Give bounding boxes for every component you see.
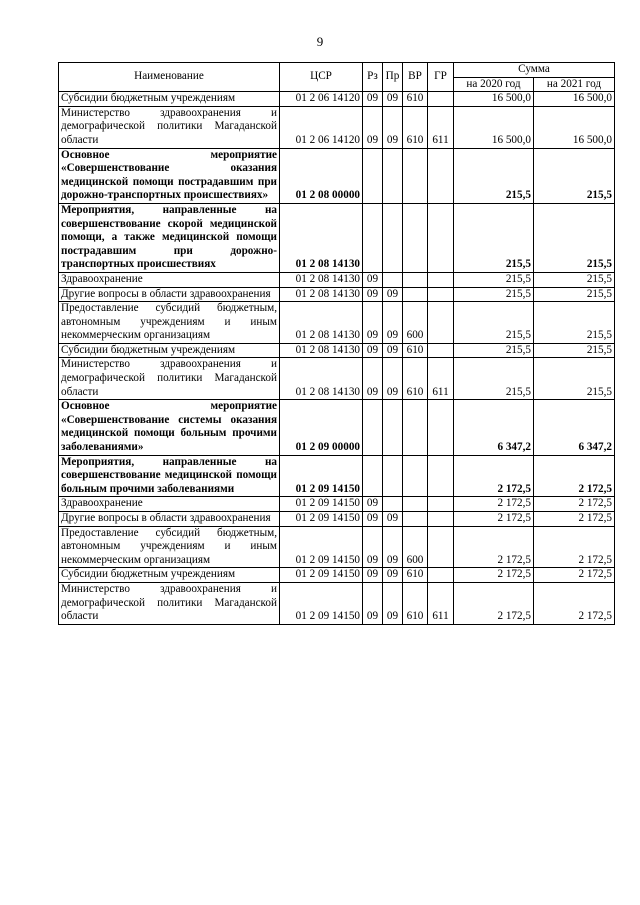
row-csr: 01 2 08 14130	[280, 358, 363, 400]
header-sum: Сумма	[454, 63, 615, 78]
row-csr: 01 2 06 14120	[280, 92, 363, 107]
row-sum-2020: 16 500,0	[454, 92, 534, 107]
row-sum-2020: 215,5	[454, 358, 534, 400]
row-name: Другие вопросы в области здравоохранения	[59, 287, 280, 302]
row-pr: 09	[383, 568, 403, 583]
row-vr	[403, 455, 428, 497]
row-sum-2020: 2 172,5	[454, 512, 534, 527]
row-name: Предоставление субсидий бюджетным, автономным учреждениям и иным некоммерческим организациям	[59, 526, 280, 568]
row-name: Министерство здравоохранения и демографической политики Магаданской области	[59, 106, 280, 148]
row-name: Основное мероприятие «Совершенствование системы оказания медицинской помощи больным прочими заболеваниями»	[59, 400, 280, 455]
row-vr	[403, 287, 428, 302]
row-sum-2021: 215,5	[534, 272, 615, 287]
row-sum-2020: 2 172,5	[454, 568, 534, 583]
row-csr: 01 2 09 14150	[280, 582, 363, 624]
table-row	[59, 400, 615, 455]
row-sum-2021: 6 347,2	[534, 400, 615, 455]
row-sum-2020: 6 347,2	[454, 400, 534, 455]
row-rz: 09	[363, 512, 383, 527]
row-rz: 09	[363, 302, 383, 344]
row-sum-2020: 2 172,5	[454, 582, 534, 624]
table-row	[59, 497, 615, 512]
row-rz: 09	[363, 358, 383, 400]
row-sum-2020: 215,5	[454, 302, 534, 344]
row-rz: 09	[363, 287, 383, 302]
header-year-2020: на 2020 год	[454, 77, 534, 92]
table-row	[59, 203, 615, 272]
header-name: Наименование	[59, 63, 280, 92]
row-gr	[428, 92, 454, 107]
row-csr: 01 2 08 14130	[280, 343, 363, 358]
row-gr	[428, 455, 454, 497]
row-sum-2021: 2 172,5	[534, 568, 615, 583]
header-csr: ЦСР	[280, 63, 363, 92]
row-gr	[428, 497, 454, 512]
row-gr	[428, 203, 454, 272]
row-csr: 01 2 06 14120	[280, 106, 363, 148]
row-sum-2020: 2 172,5	[454, 455, 534, 497]
row-csr: 01 2 09 14150	[280, 526, 363, 568]
row-sum-2021: 215,5	[534, 358, 615, 400]
row-vr: 610	[403, 568, 428, 583]
row-csr: 01 2 08 14130	[280, 302, 363, 344]
table-row	[59, 272, 615, 287]
row-pr	[383, 400, 403, 455]
row-vr: 600	[403, 526, 428, 568]
row-rz	[363, 455, 383, 497]
row-name: Основное мероприятие «Совершенствование оказания медицинской помощи пострадавшим при дорожно-транспортных происшествиях»	[59, 148, 280, 203]
row-pr: 09	[383, 302, 403, 344]
header-vr: ВР	[403, 63, 428, 92]
row-csr: 01 2 09 14150	[280, 512, 363, 527]
table-row	[59, 582, 615, 624]
table-row	[59, 526, 615, 568]
row-gr	[428, 400, 454, 455]
table-row	[59, 358, 615, 400]
row-pr	[383, 272, 403, 287]
row-sum-2021: 2 172,5	[534, 455, 615, 497]
row-sum-2021: 16 500,0	[534, 106, 615, 148]
row-name: Министерство здравоохранения и демографической политики Магаданской области	[59, 358, 280, 400]
budget-table	[58, 62, 615, 625]
row-rz: 09	[363, 497, 383, 512]
row-sum-2020: 16 500,0	[454, 106, 534, 148]
row-pr	[383, 203, 403, 272]
table-row	[59, 343, 615, 358]
row-gr	[428, 302, 454, 344]
row-rz: 09	[363, 582, 383, 624]
row-gr	[428, 568, 454, 583]
row-sum-2021: 2 172,5	[534, 497, 615, 512]
row-sum-2021: 2 172,5	[534, 582, 615, 624]
row-rz: 09	[363, 92, 383, 107]
row-pr: 09	[383, 287, 403, 302]
table-row	[59, 92, 615, 107]
row-gr: 611	[428, 358, 454, 400]
header-gr: ГР	[428, 63, 454, 92]
row-pr	[383, 497, 403, 512]
row-name: Предоставление субсидий бюджетным, автономным учреждениям и иным некоммерческим организациям	[59, 302, 280, 344]
row-vr: 610	[403, 582, 428, 624]
row-rz: 09	[363, 106, 383, 148]
row-sum-2020: 215,5	[454, 148, 534, 203]
table-body	[59, 92, 615, 625]
table-row	[59, 302, 615, 344]
row-rz: 09	[363, 343, 383, 358]
row-gr	[428, 526, 454, 568]
table-row	[59, 287, 615, 302]
row-gr	[428, 287, 454, 302]
row-csr: 01 2 09 14150	[280, 455, 363, 497]
row-gr	[428, 512, 454, 527]
row-sum-2021: 2 172,5	[534, 512, 615, 527]
row-sum-2020: 2 172,5	[454, 526, 534, 568]
row-sum-2020: 215,5	[454, 287, 534, 302]
row-sum-2021: 215,5	[534, 203, 615, 272]
row-rz	[363, 203, 383, 272]
row-name: Субсидии бюджетным учреждениям	[59, 92, 280, 107]
row-csr: 01 2 08 00000	[280, 148, 363, 203]
row-name: Мероприятия, направленные на совершенствование скорой медицинской помощи, а также медицинской помощи пострадавшим при дорожно-транспортных происшествиях	[59, 203, 280, 272]
row-rz: 09	[363, 568, 383, 583]
row-pr: 09	[383, 92, 403, 107]
row-sum-2020: 2 172,5	[454, 497, 534, 512]
row-sum-2020: 215,5	[454, 343, 534, 358]
row-pr: 09	[383, 358, 403, 400]
row-csr: 01 2 09 14150	[280, 568, 363, 583]
row-sum-2021: 16 500,0	[534, 92, 615, 107]
row-name: Здравоохранение	[59, 272, 280, 287]
row-vr	[403, 512, 428, 527]
row-pr	[383, 148, 403, 203]
row-vr	[403, 497, 428, 512]
row-rz: 09	[363, 526, 383, 568]
row-vr	[403, 203, 428, 272]
row-sum-2021: 2 172,5	[534, 526, 615, 568]
page-number: 9	[316, 34, 324, 49]
row-csr: 01 2 08 14130	[280, 287, 363, 302]
row-pr: 09	[383, 582, 403, 624]
row-vr: 610	[403, 343, 428, 358]
row-name: Другие вопросы в области здравоохранения	[59, 512, 280, 527]
row-vr: 610	[403, 106, 428, 148]
header-year-2021: на 2021 год	[534, 77, 615, 92]
table-row	[59, 512, 615, 527]
table-row	[59, 568, 615, 583]
row-vr: 610	[403, 92, 428, 107]
row-gr	[428, 272, 454, 287]
row-vr	[403, 148, 428, 203]
row-vr	[403, 272, 428, 287]
row-vr	[403, 400, 428, 455]
row-pr	[383, 455, 403, 497]
row-vr: 610	[403, 358, 428, 400]
row-rz	[363, 400, 383, 455]
row-name: Субсидии бюджетным учреждениям	[59, 343, 280, 358]
row-sum-2020: 215,5	[454, 272, 534, 287]
row-sum-2021: 215,5	[534, 302, 615, 344]
table-row	[59, 455, 615, 497]
row-rz: 09	[363, 272, 383, 287]
row-vr: 600	[403, 302, 428, 344]
row-sum-2021: 215,5	[534, 148, 615, 203]
row-csr: 01 2 09 00000	[280, 400, 363, 455]
row-sum-2020: 215,5	[454, 203, 534, 272]
row-pr: 09	[383, 106, 403, 148]
row-gr	[428, 148, 454, 203]
row-rz	[363, 148, 383, 203]
row-sum-2021: 215,5	[534, 287, 615, 302]
row-name: Субсидии бюджетным учреждениям	[59, 568, 280, 583]
row-name: Здравоохранение	[59, 497, 280, 512]
row-csr: 01 2 08 14130	[280, 272, 363, 287]
row-name: Мероприятия, направленные на совершенствование медицинской помощи больным прочими заболеваниями	[59, 455, 280, 497]
row-gr	[428, 343, 454, 358]
row-pr: 09	[383, 343, 403, 358]
table-row	[59, 148, 615, 203]
row-gr: 611	[428, 582, 454, 624]
row-sum-2021: 215,5	[534, 343, 615, 358]
row-pr: 09	[383, 526, 403, 568]
header-row	[59, 63, 615, 78]
row-csr: 01 2 08 14130	[280, 203, 363, 272]
row-csr: 01 2 09 14150	[280, 497, 363, 512]
header-pr: Пр	[383, 63, 403, 92]
table-row	[59, 106, 615, 148]
row-pr: 09	[383, 512, 403, 527]
row-gr: 611	[428, 106, 454, 148]
header-rz: Рз	[363, 63, 383, 92]
row-name: Министерство здравоохранения и демографической политики Магаданской области	[59, 582, 280, 624]
